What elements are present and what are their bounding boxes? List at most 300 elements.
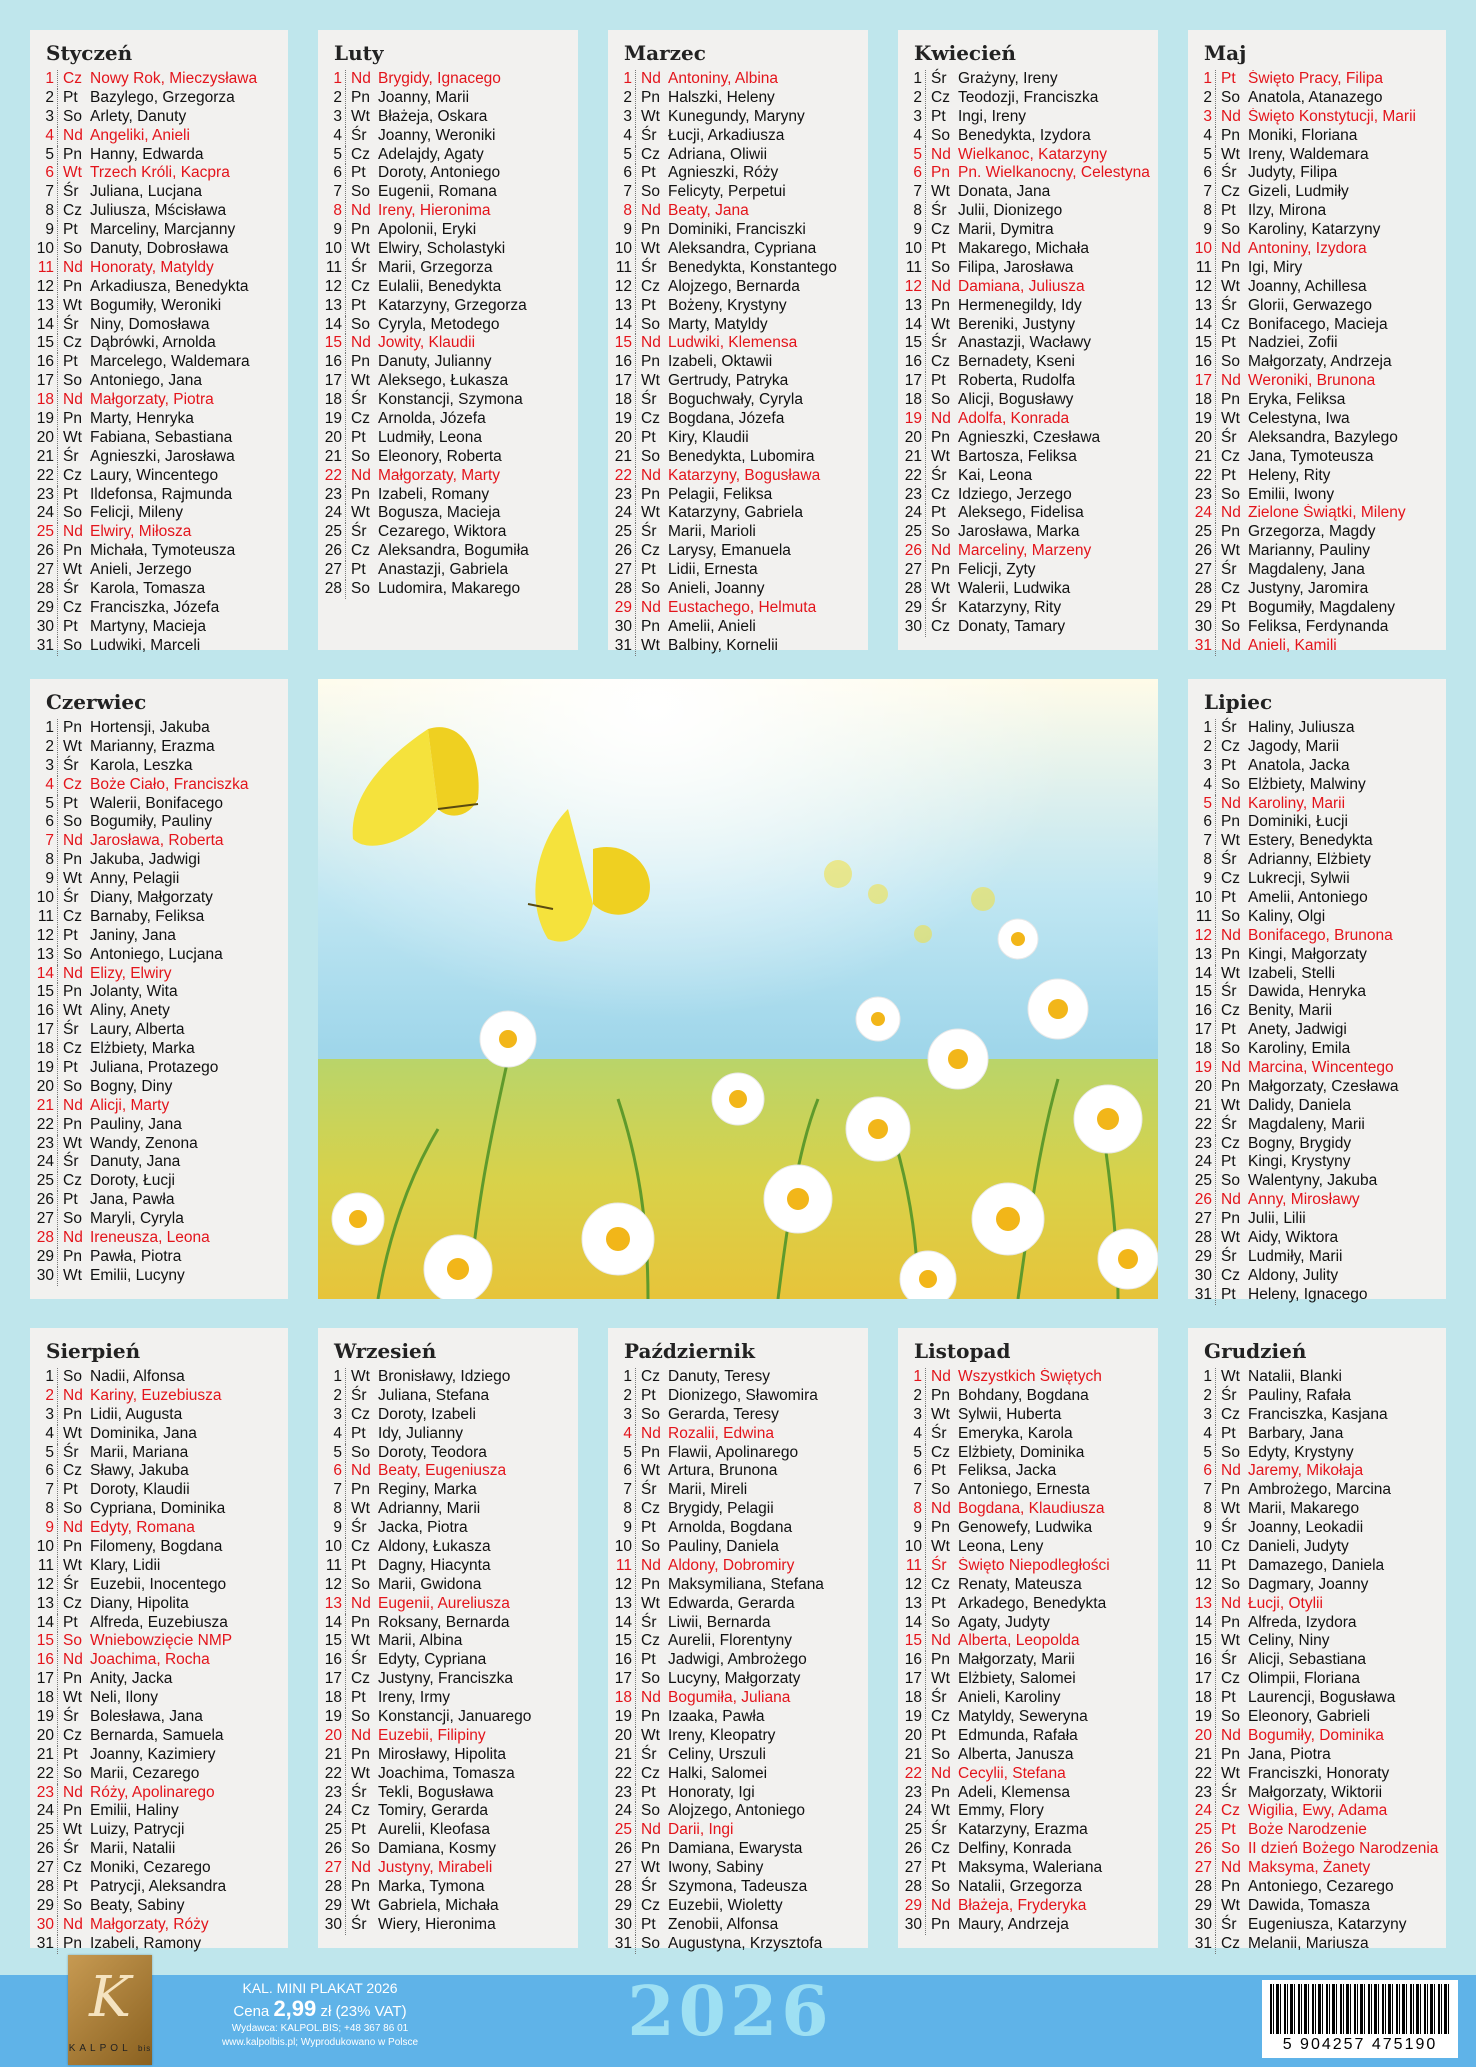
day-row (318, 1576, 578, 1595)
day-weekday: Wt (63, 870, 82, 888)
day-weekday: Pn (641, 1708, 660, 1726)
day-weekday: Wt (931, 447, 950, 465)
day-weekday: Pt (641, 428, 656, 446)
day-number: 19 (30, 1708, 58, 1727)
day-row (30, 1538, 288, 1557)
day-names: Marii, Mireli (668, 1481, 748, 1499)
day-names: Elżbiety, Dominika (958, 1443, 1085, 1461)
day-row (318, 372, 578, 391)
day-row-holiday (30, 1651, 288, 1670)
day-number: 12 (1188, 927, 1216, 946)
day-row-holiday (1188, 1821, 1446, 1840)
day-row (1188, 202, 1446, 221)
month-title: Maj (1204, 41, 1247, 65)
day-number: 16 (30, 353, 58, 372)
day-names: Julii, Dionizego (958, 202, 1063, 220)
month-title: Sierpień (46, 1339, 141, 1363)
day-names: Antoniego, Cezarego (1248, 1878, 1394, 1896)
day-names: Diany, Małgorzaty (90, 889, 213, 907)
day-names: Małgorzaty, Marty (378, 466, 501, 484)
day-row (898, 240, 1158, 259)
day-row (608, 637, 868, 656)
day-row (1188, 1425, 1446, 1444)
day-row (608, 1614, 868, 1633)
day-weekday: Pt (1221, 1153, 1236, 1171)
day-weekday: Wt (351, 372, 370, 390)
day-number: 16 (30, 1651, 58, 1670)
day-number: 16 (1188, 1651, 1216, 1670)
day-row (318, 1802, 578, 1821)
day-names: Adrianny, Marii (378, 1500, 481, 1518)
day-weekday: Pt (1221, 334, 1236, 352)
day-weekday: Cz (931, 1443, 950, 1461)
day-weekday: Śr (351, 523, 367, 541)
day-weekday: Cz (63, 1859, 82, 1877)
day-number: 18 (30, 391, 58, 410)
day-number: 22 (898, 467, 926, 486)
day-row (1188, 1519, 1446, 1538)
day-row (30, 927, 288, 946)
day-number: 3 (30, 757, 58, 776)
day-number: 25 (1188, 523, 1216, 542)
day-number: 9 (608, 1519, 636, 1538)
day-weekday: Wt (63, 1424, 82, 1442)
day-weekday: Nd (63, 1386, 83, 1404)
day-weekday: So (351, 1840, 370, 1858)
day-number: 20 (1188, 1727, 1216, 1746)
day-number: 22 (1188, 1765, 1216, 1784)
day-row-holiday (1188, 504, 1446, 523)
day-row (30, 278, 288, 297)
day-number: 5 (1188, 146, 1216, 165)
day-row (608, 164, 868, 183)
day-names: Reginy, Marka (378, 1481, 477, 1499)
day-weekday: So (1221, 485, 1240, 503)
day-names: Elizy, Elwiry (90, 964, 172, 982)
month-luty (318, 30, 578, 650)
day-weekday: Pt (641, 1783, 656, 1801)
day-weekday: Wt (63, 1821, 82, 1839)
day-row (1188, 1097, 1446, 1116)
day-row (1188, 523, 1446, 542)
day-number: 25 (318, 523, 346, 542)
day-names: Aidy, Wiktora (1248, 1229, 1339, 1247)
day-weekday: Śr (931, 466, 947, 484)
day-weekday: So (641, 1934, 660, 1952)
day-row (1188, 1153, 1446, 1172)
day-number: 28 (898, 1878, 926, 1897)
day-row (1188, 486, 1446, 505)
day-row (898, 127, 1158, 146)
day-weekday: Śr (63, 756, 79, 774)
day-names: Marii, Natalii (90, 1840, 176, 1858)
day-names: Gerarda, Teresy (668, 1405, 779, 1423)
day-weekday: So (1221, 1575, 1240, 1593)
day-weekday: Pt (641, 296, 656, 314)
day-names: Michała, Tymoteusza (90, 542, 236, 560)
day-names: Lucyny, Małgorzaty (668, 1670, 801, 1688)
day-row-holiday (318, 467, 578, 486)
day-number: 14 (1188, 965, 1216, 984)
day-weekday: Nd (351, 202, 371, 220)
day-number: 31 (30, 1935, 58, 1954)
day-weekday: Pn (931, 296, 950, 314)
day-row-holiday (30, 1916, 288, 1935)
day-row (30, 599, 288, 618)
day-names: Jadwigi, Ambrożego (668, 1651, 807, 1669)
day-number: 19 (1188, 1708, 1216, 1727)
day-names: Walerii, Bonifacego (90, 794, 223, 812)
day-weekday: Śr (63, 580, 79, 598)
day-names: Aleksego, Fidelisa (958, 504, 1084, 522)
day-number: 1 (30, 1368, 58, 1387)
day-row-holiday (30, 523, 288, 542)
day-weekday: Śr (1221, 1651, 1237, 1669)
day-weekday: So (641, 1538, 660, 1556)
day-names: Grażyny, Ireny (958, 70, 1058, 87)
day-weekday: Nd (931, 1368, 951, 1385)
day-row (1188, 391, 1446, 410)
day-number: 30 (608, 618, 636, 637)
day-names: Ireneusza, Leona (90, 1229, 210, 1247)
day-row (1188, 1406, 1446, 1425)
day-weekday: Śr (351, 126, 367, 144)
day-number: 16 (608, 1651, 636, 1670)
day-weekday: Nd (1221, 1191, 1241, 1209)
day-names: Ambrożego, Marcina (1248, 1481, 1392, 1499)
day-row (318, 1387, 578, 1406)
month-title: Listopad (914, 1339, 1011, 1363)
day-row-holiday (898, 542, 1158, 561)
day-row (898, 467, 1158, 486)
day-number: 17 (608, 372, 636, 391)
day-weekday: Cz (351, 1405, 370, 1423)
day-names: Justyny, Jaromira (1248, 580, 1369, 598)
day-row (318, 1651, 578, 1670)
day-row-holiday (1188, 240, 1446, 259)
day-names: Damiana, Juliusza (958, 277, 1085, 295)
day-names: Marcina, Wincentego (1248, 1059, 1394, 1077)
day-names: Dominiki, Franciszki (668, 221, 806, 239)
day-row (30, 334, 288, 353)
day-weekday: Pt (1221, 1556, 1236, 1574)
day-weekday: Cz (1221, 183, 1240, 201)
day-weekday: Cz (351, 1538, 370, 1556)
day-weekday: So (641, 580, 660, 598)
day-number: 13 (1188, 946, 1216, 965)
day-weekday: Pt (641, 1915, 656, 1933)
day-weekday: Pt (63, 794, 78, 812)
day-number: 23 (608, 1784, 636, 1803)
day-number: 11 (898, 1557, 926, 1576)
day-number: 15 (318, 334, 346, 353)
day-weekday: Cz (1221, 1002, 1240, 1020)
day-row (30, 1059, 288, 1078)
day-names: Anety, Jadwigi (1248, 1021, 1347, 1039)
day-weekday: So (1221, 1443, 1240, 1461)
day-weekday: So (1221, 1840, 1240, 1858)
day-row (30, 1727, 288, 1746)
day-number: 22 (1188, 1116, 1216, 1135)
day-number: 26 (898, 542, 926, 561)
day-row-holiday (30, 1387, 288, 1406)
day-number: 5 (1188, 795, 1216, 814)
day-weekday: Cz (1221, 870, 1240, 888)
day-number: 16 (318, 353, 346, 372)
day-weekday: Pn (351, 88, 370, 106)
day-number: 11 (898, 259, 926, 278)
day-row (318, 580, 578, 599)
day-list (318, 70, 578, 599)
day-number: 24 (30, 1802, 58, 1821)
day-weekday: Wt (1221, 832, 1240, 850)
day-names: Feliksa, Ferdynanda (1248, 617, 1389, 635)
day-row (1188, 542, 1446, 561)
day-number: 3 (318, 1406, 346, 1425)
day-names: Boże Narodzenie (1248, 1821, 1367, 1839)
day-row (1188, 580, 1446, 599)
day-row (30, 1765, 288, 1784)
day-weekday: Pn (351, 1745, 370, 1763)
day-names: Artura, Brunona (668, 1462, 778, 1480)
day-names: Marka, Tymona (378, 1878, 485, 1896)
day-row-holiday (898, 1897, 1158, 1916)
day-row (318, 1632, 578, 1651)
day-weekday: Pn (63, 1934, 82, 1952)
day-row (898, 1670, 1158, 1689)
day-names: Danuty, Jana (90, 1153, 181, 1171)
day-row-holiday (318, 1727, 578, 1746)
day-row (318, 1840, 578, 1859)
day-number: 9 (608, 221, 636, 240)
day-number: 8 (608, 202, 636, 221)
day-weekday: Pt (351, 1821, 366, 1839)
day-row-holiday (608, 70, 868, 89)
day-names: Kariny, Euzebiusza (90, 1386, 222, 1404)
day-names: Joanny, Kazimiery (90, 1745, 216, 1763)
day-names: Katarzyny, Rity (958, 598, 1062, 616)
day-row (898, 316, 1158, 335)
day-weekday: Nd (641, 466, 661, 484)
day-names: Karoliny, Katarzyny (1248, 221, 1381, 239)
day-number: 8 (898, 1500, 926, 1519)
day-weekday: Wt (1221, 1896, 1240, 1914)
day-names: Anastazji, Wacławy (958, 334, 1091, 352)
day-row (898, 202, 1158, 221)
day-names: Emilii, Lucyny (90, 1266, 185, 1284)
day-number: 26 (30, 1840, 58, 1859)
day-weekday: Cz (931, 1575, 950, 1593)
day-names: Arnolda, Bogdana (668, 1519, 793, 1537)
day-names: Donaty, Tamary (958, 617, 1066, 635)
day-weekday: Śr (351, 1915, 367, 1933)
day-weekday: Wt (63, 1689, 82, 1707)
day-row (318, 89, 578, 108)
day-row-holiday (608, 1821, 868, 1840)
day-weekday: Wt (63, 1266, 82, 1284)
day-number: 8 (318, 1500, 346, 1519)
day-number: 4 (1188, 1425, 1216, 1444)
day-number: 6 (30, 1462, 58, 1481)
day-names: Walentyny, Jakuba (1248, 1172, 1378, 1190)
day-row-holiday (898, 1765, 1158, 1784)
day-row (1188, 164, 1446, 183)
day-row (1188, 127, 1446, 146)
day-number: 14 (608, 1614, 636, 1633)
day-row (898, 297, 1158, 316)
day-row (30, 1267, 288, 1286)
day-number: 9 (30, 221, 58, 240)
day-names: Idziego, Jerzego (958, 485, 1072, 503)
day-weekday: Śr (1221, 983, 1237, 1001)
day-row (318, 1425, 578, 1444)
day-number: 26 (608, 542, 636, 561)
day-names: Cypriana, Dominika (90, 1500, 226, 1518)
day-number: 19 (30, 1059, 58, 1078)
day-weekday: Nd (63, 391, 83, 409)
day-weekday: Cz (641, 145, 660, 163)
day-weekday: Cz (63, 1594, 82, 1612)
day-weekday: So (63, 1077, 82, 1095)
day-names: Róży, Apolinarego (90, 1783, 215, 1801)
day-weekday: Pt (63, 88, 78, 106)
day-number: 14 (318, 316, 346, 335)
day-number: 28 (898, 580, 926, 599)
day-row (608, 561, 868, 580)
day-number: 10 (1188, 240, 1216, 259)
day-number: 8 (608, 1500, 636, 1519)
day-row (608, 618, 868, 637)
day-row (608, 183, 868, 202)
day-names: Bogumiły, Weroniki (90, 296, 222, 314)
day-weekday: Pn (1221, 1613, 1240, 1631)
day-number: 24 (318, 1802, 346, 1821)
day-row (898, 1651, 1158, 1670)
day-weekday: Pt (931, 1726, 946, 1744)
day-names: Alojzego, Bernarda (668, 277, 800, 295)
day-names: Neli, Ilony (90, 1689, 159, 1707)
day-weekday: Pn (63, 1670, 82, 1688)
day-row-holiday (898, 1557, 1158, 1576)
day-number: 23 (608, 486, 636, 505)
day-number: 18 (30, 1040, 58, 1059)
day-weekday: Pt (63, 1613, 78, 1631)
day-number: 6 (898, 1462, 926, 1481)
day-names: Karoliny, Emila (1248, 1040, 1351, 1058)
day-row (898, 1878, 1158, 1897)
day-names: Fabiana, Sebastiana (90, 428, 233, 446)
day-number: 30 (318, 1916, 346, 1935)
day-number: 12 (608, 1576, 636, 1595)
day-number: 19 (30, 410, 58, 429)
day-names: Małgorzaty, Piotra (90, 391, 214, 409)
day-number: 14 (608, 316, 636, 335)
day-names: Alicji, Bogusławy (958, 391, 1074, 409)
day-number: 27 (608, 561, 636, 580)
day-row (318, 1897, 578, 1916)
day-row (1188, 1387, 1446, 1406)
day-weekday: Cz (63, 1726, 82, 1744)
day-list (608, 70, 868, 656)
publisher-line: Wydawca: KALPOL.BIS; +48 367 86 01 (231, 2023, 409, 2034)
day-names: Jowity, Klaudii (378, 334, 476, 352)
day-weekday: So (1221, 617, 1240, 635)
day-weekday: Cz (641, 1368, 660, 1385)
day-names: Lidii, Ernesta (668, 561, 758, 579)
day-names: Brygidy, Ignacego (378, 70, 501, 87)
day-names: Marcelego, Waldemara (90, 353, 250, 371)
day-row (1188, 146, 1446, 165)
day-number: 5 (608, 146, 636, 165)
day-number: 28 (1188, 1229, 1216, 1248)
day-weekday: Nd (641, 1424, 661, 1442)
day-row (1188, 813, 1446, 832)
day-number: 25 (318, 1821, 346, 1840)
day-weekday: Pt (63, 1745, 78, 1763)
day-weekday: Cz (63, 598, 82, 616)
day-weekday: Śr (641, 258, 657, 276)
day-weekday: So (1221, 221, 1240, 239)
day-names: Sławy, Jakuba (90, 1462, 189, 1480)
day-row (30, 486, 288, 505)
day-number: 24 (608, 504, 636, 523)
month-grudzien (1188, 1328, 1446, 1952)
barcode-number: 5 904257 475190 (1282, 2036, 1438, 2053)
day-names: Luizy, Patrycji (90, 1821, 185, 1839)
day-number: 15 (1188, 983, 1216, 1002)
day-row (608, 1897, 868, 1916)
day-row (30, 1021, 288, 1040)
day-number: 10 (30, 889, 58, 908)
day-names: Bronisławy, Idziego (378, 1368, 511, 1385)
day-number: 1 (1188, 719, 1216, 738)
day-weekday: Śr (63, 1575, 79, 1593)
day-weekday: So (63, 372, 82, 390)
day-row-holiday (898, 1500, 1158, 1519)
day-number: 6 (608, 1462, 636, 1481)
day-number: 8 (30, 202, 58, 221)
day-names: Heleny, Rity (1248, 466, 1331, 484)
day-names: Cecylii, Stefana (958, 1764, 1066, 1782)
day-weekday: Pt (351, 296, 366, 314)
day-row (1188, 599, 1446, 618)
day-row (30, 240, 288, 259)
day-weekday: Pt (63, 926, 78, 944)
day-weekday: Nd (1221, 636, 1241, 654)
day-weekday: Cz (351, 277, 370, 295)
day-weekday: Nd (63, 523, 83, 541)
day-row (608, 1444, 868, 1463)
day-names: Jana, Piotra (1248, 1745, 1331, 1763)
day-weekday: Cz (1221, 1802, 1240, 1820)
day-number: 23 (898, 1784, 926, 1803)
day-row (30, 1557, 288, 1576)
day-weekday: Pt (931, 1594, 946, 1612)
day-names: Marii, Cezarego (90, 1764, 200, 1782)
day-names: Bonifacego, Brunona (1248, 926, 1393, 944)
day-number: 10 (898, 1538, 926, 1557)
day-weekday: Wt (641, 1462, 660, 1480)
day-row (1188, 1708, 1446, 1727)
day-weekday: Cz (1221, 1266, 1240, 1284)
day-number: 29 (30, 1248, 58, 1267)
day-row (608, 240, 868, 259)
day-row (1188, 889, 1446, 908)
day-names: Gabriela, Michała (378, 1896, 499, 1914)
day-weekday: Cz (1221, 1934, 1240, 1952)
day-names: Arlety, Danuty (90, 107, 187, 125)
day-weekday: Nd (63, 126, 83, 144)
